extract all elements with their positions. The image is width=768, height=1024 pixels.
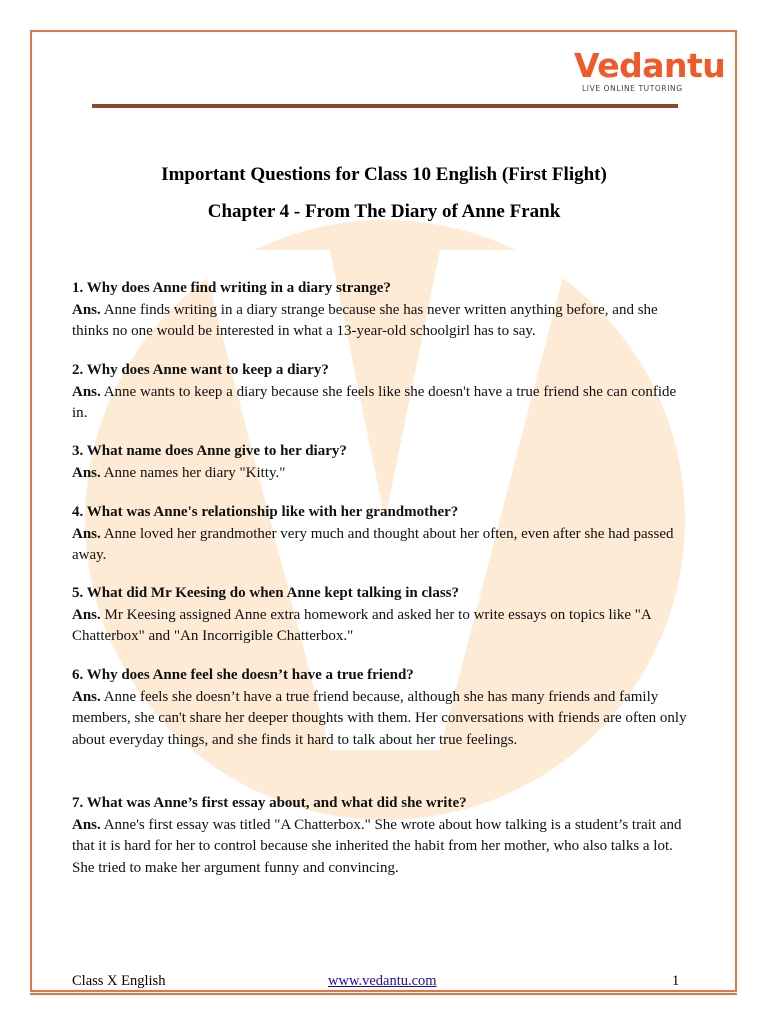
logo-tagline: LIVE ONLINE TUTORING — [582, 84, 683, 93]
answer-label: Ans. — [72, 606, 101, 623]
qa-item-2 — [72, 360, 692, 425]
question-text: 3. What name does Anne give to her diary? — [72, 443, 347, 459]
answer-label: Ans. — [72, 525, 101, 542]
answer-text — [72, 815, 692, 880]
answer-body: Anne finds writing in a diary strange because she has never written anything before, and she thinks no one would be interested in what a 13-year-old schoolgirl has to say. — [72, 301, 658, 339]
question-text: 7. What was Anne’s first essay about, and what did she write? — [72, 795, 467, 811]
question-text: 4. What was Anne's relationship like with her grandmother? — [72, 504, 459, 520]
answer-text — [72, 524, 692, 567]
qa-item-3 — [72, 441, 692, 484]
qa-item-1 — [72, 278, 692, 343]
qa-item-7 — [72, 793, 692, 879]
logo-wordmark: Vedantu — [574, 46, 726, 85]
qa-item-6 — [72, 665, 692, 751]
vedantu-logo[interactable] — [568, 46, 726, 100]
answer-body: Anne feels she doesn’t have a true friend because, although she has many friends and family members, she can't share her deeper thoughts with them. Her conversations with friends are often only about everyday things, and she finds it hard to talk about her true feelings. — [72, 688, 687, 748]
answer-text — [72, 687, 692, 752]
page-bottom-rule — [30, 993, 737, 995]
question-text: 2. Why does Anne want to keep a diary? — [72, 362, 329, 378]
answer-text — [72, 605, 692, 648]
answer-body: Anne's first essay was titled "A Chatterbox." She wrote about how talking is a student’s trait and that it is hard for her to control because she inherited the habit from her mother, who also talks a lot. She tried to make her argument funny and convincing. — [72, 816, 682, 876]
answer-body: Mr Keesing assigned Anne extra homework and asked her to write essays on topics like "A Chatterbox" and "An Incorrigible Chatterbox." — [72, 606, 651, 644]
qa-item-5 — [72, 583, 692, 648]
answer-label: Ans. — [72, 383, 101, 400]
answer-label: Ans. — [72, 688, 101, 705]
header-divider — [92, 104, 678, 108]
question-text: 1. Why does Anne find writing in a diary strange? — [72, 280, 391, 296]
answer-body: Anne wants to keep a diary because she feels like she doesn't have a true friend she can confide in. — [72, 383, 677, 421]
qa-item-4 — [72, 502, 692, 567]
answer-text — [72, 300, 692, 343]
answer-label: Ans. — [72, 301, 101, 318]
answer-label: Ans. — [72, 464, 101, 481]
chapter-title: Chapter 4 - From The Diary of Anne Frank — [207, 201, 561, 222]
footer-website-link[interactable]: www.vedantu.com — [328, 973, 437, 989]
question-text: 6. Why does Anne feel she doesn’t have a true friend? — [72, 667, 414, 683]
answer-text — [72, 463, 692, 485]
question-text: 5. What did Mr Keesing do when Anne kept talking in class? — [72, 585, 460, 601]
answer-label: Ans. — [72, 816, 101, 833]
answer-body: Anne loved her grandmother very much and thought about her often, even after she had passed away. — [72, 525, 674, 563]
page-number: 1 — [672, 973, 680, 989]
footer-subject: Class X English — [72, 973, 166, 989]
answer-body: Anne names her diary "Kitty." — [103, 464, 286, 481]
document-title: Important Questions for Class 10 English (First Flight) — [161, 164, 607, 185]
answer-text — [72, 382, 692, 425]
